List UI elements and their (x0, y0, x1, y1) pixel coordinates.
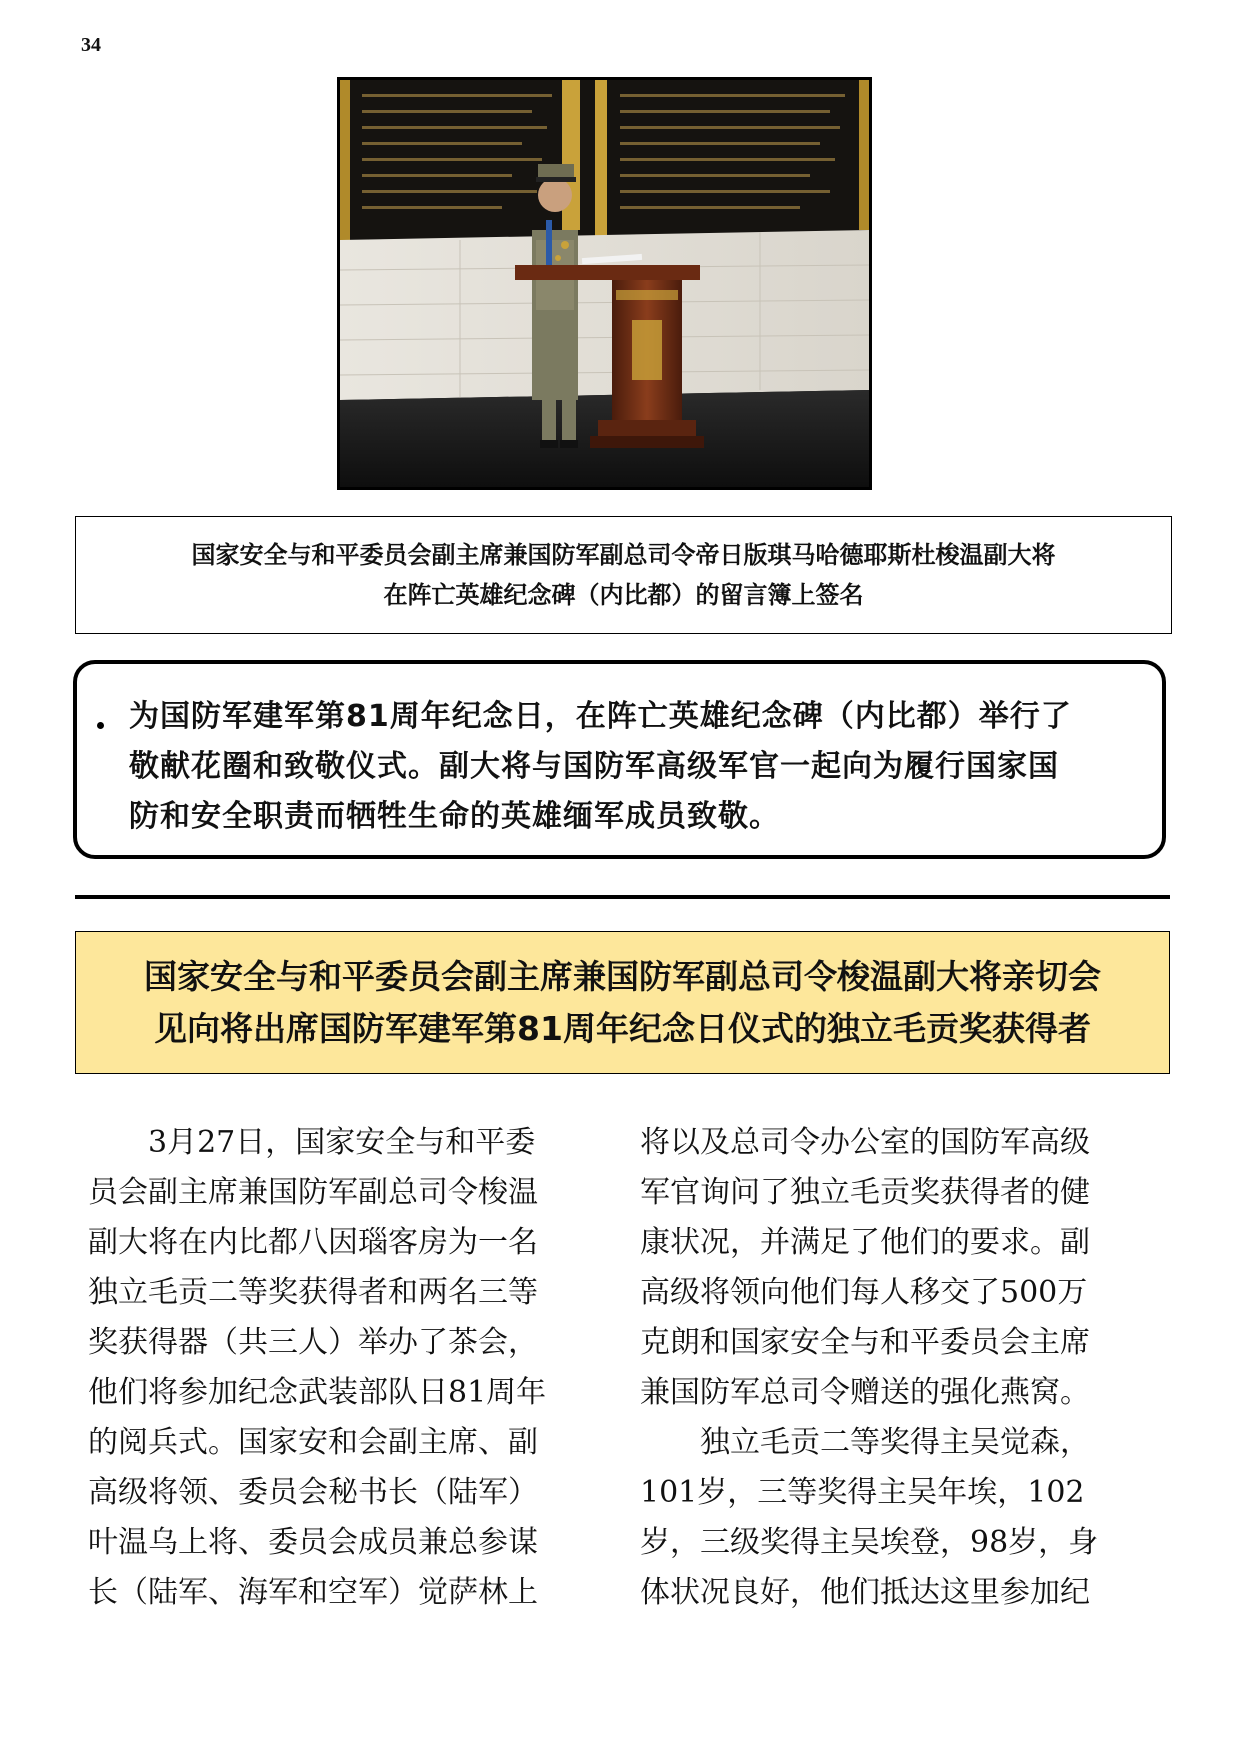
article-line: 独立毛贡二等奖获得者和两名三等 (88, 1275, 538, 1310)
photo-caption (75, 516, 1172, 634)
news-photo (337, 77, 872, 490)
summary-box (73, 660, 1166, 859)
article-line: 高级将领向他们每人移交了500万 (640, 1275, 1088, 1310)
summary-line: 为国防军建军第81周年纪念日，在阵亡英雄纪念碑（内比都）举行了 (129, 699, 1072, 734)
article-line: 体状况良好，他们抵达这里参加纪 (640, 1575, 1090, 1610)
bullet-icon (97, 722, 104, 729)
article-line: 高级将领、委员会秘书长（陆军） (88, 1475, 538, 1510)
article-line: 的阅兵式。国家安和会副主席、副 (88, 1425, 538, 1460)
article-line: 兼国防军总司令赠送的强化燕窝。 (640, 1375, 1090, 1410)
article-line: 副大将在内比都八因瑙客房为一名 (88, 1225, 538, 1260)
article-line: 奖获得器（共三人）举办了茶会， (88, 1325, 538, 1360)
summary-text (129, 692, 1149, 842)
article-line: 长（陆军、海军和空军）觉萨林上 (88, 1575, 538, 1610)
article-column-right (640, 1118, 1160, 1618)
photo-general-signing-guestbook-icon (340, 80, 869, 487)
article-line: 3月27日，国家安全与和平委 (88, 1125, 536, 1160)
article-line: 康状况，并满足了他们的要求。副 (640, 1225, 1090, 1260)
article-line: 军官询问了独立毛贡奖获得者的健 (640, 1175, 1090, 1210)
article-line: 员会副主席兼国防军副总司令梭温 (88, 1175, 538, 1210)
section-divider (75, 895, 1170, 899)
article-line: 独立毛贡二等奖得主吴觉森， (640, 1425, 1090, 1460)
article-line: 101岁，三等奖得主吴年埃，102 (640, 1475, 1085, 1510)
page-number: 34 (81, 34, 101, 56)
caption-line: 在阵亡英雄纪念碑（内比都）的留言簿上签名 (383, 581, 864, 609)
article-column-left (88, 1118, 608, 1618)
article-line: 岁，三级奖得主吴埃登，98岁，身 (640, 1525, 1099, 1560)
summary-line: 敬献花圈和致敬仪式。副大将与国防军高级军官一起向为履行国家国 (129, 749, 1059, 784)
caption-line: 国家安全与和平委员会副主席兼国防军副总司令帝日版琪马哈德耶斯杜梭温副大将 (191, 541, 1056, 569)
article-headline (75, 931, 1170, 1074)
article-line: 克朗和国家安全与和平委员会主席 (640, 1325, 1090, 1360)
article-line: 叶温乌上将、委员会成员兼总参谋 (88, 1525, 538, 1560)
summary-line: 防和安全职责而牺牲生命的英雄缅军成员致敬。 (129, 799, 780, 834)
article-line: 他们将参加纪念武装部队日81周年 (88, 1375, 547, 1410)
headline-line: 见向将出席国防军建军第81周年纪念日仪式的独立毛贡奖获得者 (154, 1008, 1091, 1048)
headline-line: 国家安全与和平委员会副主席兼国防军副总司令梭温副大将亲切会 (144, 956, 1101, 996)
article-line: 将以及总司令办公室的国防军高级 (640, 1125, 1090, 1160)
